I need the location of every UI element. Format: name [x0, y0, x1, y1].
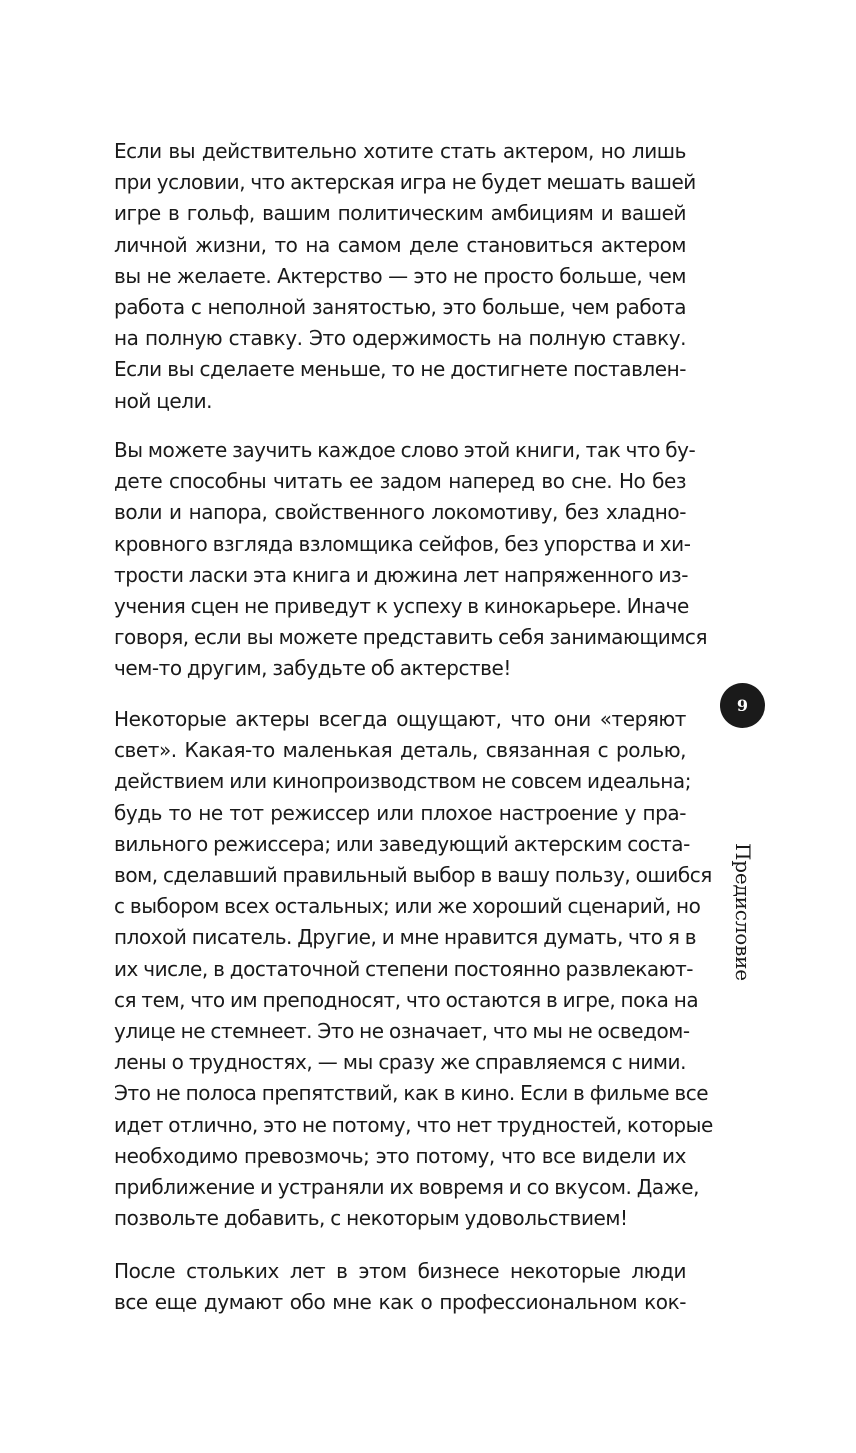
text-line: Если вы сделаете меньше, то не достигнете поставлен- [114, 357, 686, 382]
text-line: будь то не тот режиссер или плохое настроение у пра- [114, 800, 686, 825]
running-head [723, 843, 763, 985]
text-line: с выбором всех остальных; или же хороший сценарий, но [114, 894, 701, 919]
text-line: улице не стемнеет. Это не означает, что мы не осведом- [114, 1019, 690, 1044]
text-line: Если вы действительно хотите стать актером, но лишь [114, 139, 686, 163]
text-line: позвольте добавить, с некоторым удовольствием! [114, 1206, 628, 1231]
text-line: дете способны читать ее задом наперед во сне. Но без [114, 469, 686, 494]
text-line: все еще думают обо мне как о профессиональном кок- [114, 1290, 686, 1315]
text-line: кровного взгляда взломщика сейфов, без упорства и хи- [114, 531, 691, 556]
text-line: вильного режиссера; или заведующий актерским соста- [114, 831, 690, 856]
text-line: идет отлично, это не потому, что нет трудностей, которые [114, 1112, 713, 1137]
text-line: игре в гольф, вашим политическим амбициям и вашей [114, 201, 686, 226]
text-line: трости ласки эта книга и дюжина лет напряженного из- [114, 562, 688, 587]
text-line: свет». Какая-то маленькая деталь, связанная с ролью, [114, 738, 686, 763]
text-line: их числе, в достаточной степени постоянно развлекают- [114, 956, 694, 981]
text-line: Вы можете заучить каждое слово этой книги, так что бу- [114, 438, 696, 462]
text-line: лены о трудностях, — мы сразу же справляемся с ними. [114, 1050, 686, 1075]
text-line: приближение и устраняли их вовремя и со вкусом. Даже, [114, 1175, 700, 1200]
text-line: необходимо превозмочь; это потому, что все видели их [114, 1143, 686, 1168]
text-line: на полную ставку. Это одержимость на полную ставку. [114, 326, 686, 351]
paragraph-1 [114, 136, 696, 417]
text-line: Некоторые актеры всегда ощущают, что они «теряют [114, 707, 686, 731]
page-number: 9 [736, 696, 749, 715]
text-line: чем-то другим, забудьте об актерстве! [114, 656, 511, 681]
running-head-title: Предисловие [731, 843, 755, 981]
text-line: вом, сделавший правильный выбор в вашу пользу, ошибся [114, 863, 712, 888]
text-line: учения сцен не приведут к успеху в кинокарьере. Иначе [114, 594, 689, 619]
paragraph-4 [114, 1256, 686, 1318]
text-line: говоря, если вы можете представить себя занимающимся [114, 625, 708, 650]
text-line: После стольких лет в этом бизнесе некоторые люди [114, 1259, 686, 1283]
text-line: ся тем, что им преподносят, что остаются в игре, пока на [114, 987, 699, 1012]
text-line: личной жизни, то на самом деле становиться актером [114, 232, 686, 257]
text-line: работа с неполной занятостью, это больше, чем работа [114, 295, 686, 320]
text-line: Это не полоса препятствий, как в кино. Если в фильме все [114, 1081, 709, 1106]
paragraph-3 [114, 704, 713, 1234]
text-line: при условии, что актерская игра не будет мешать вашей [114, 170, 696, 195]
page-number-badge [720, 683, 765, 728]
text-line: плохой писатель. Другие, и мне нравится думать, что я в [114, 925, 697, 950]
text-line: действием или кинопроизводством не совсем идеальна; [114, 769, 692, 794]
paragraph-2 [114, 435, 708, 685]
text-line: воли и напора, свойственного локомотиву, без хладно- [114, 500, 686, 525]
text-line: ной цели. [114, 388, 213, 413]
text-line: вы не желаете. Актерство — это не просто больше, чем [114, 263, 686, 288]
